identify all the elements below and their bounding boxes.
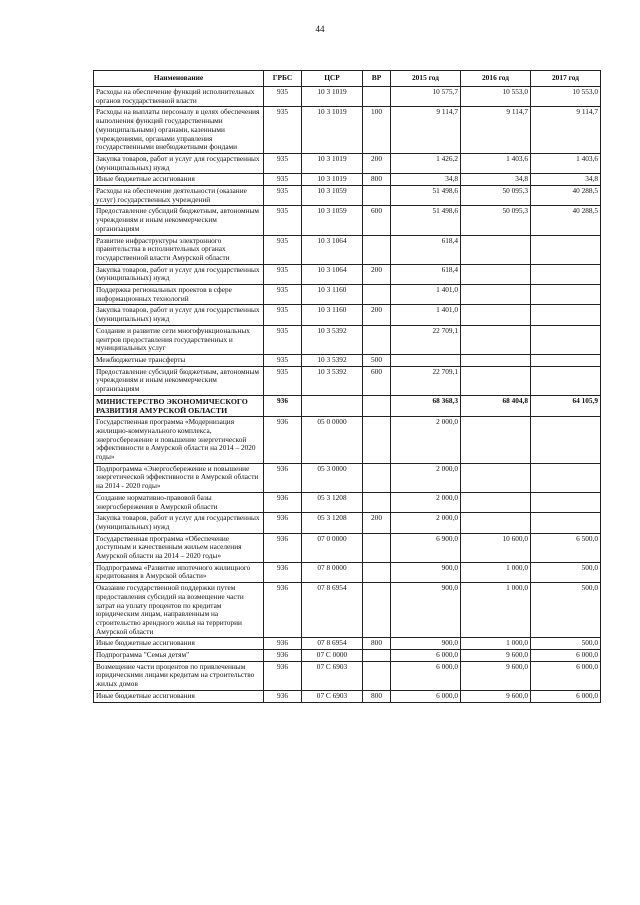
cell-vr [363, 417, 391, 464]
cell-csr: 10 3 5392 [302, 325, 363, 354]
cell-2016: 50 095,3 [461, 186, 531, 206]
cell-vr: 200 [363, 264, 391, 284]
cell-name: Создание и развитие сети многофункциональных центров предоставления государственных и муниципальных услуг [94, 325, 264, 354]
cell-2015: 10 575,7 [391, 87, 461, 107]
cell-vr [363, 87, 391, 107]
cell-2015: 51 498,6 [391, 206, 461, 235]
cell-2016 [461, 235, 531, 264]
cell-csr: 05 0 0000 [302, 417, 363, 464]
cell-grbs: 936 [264, 562, 302, 582]
cell-2017: 500,0 [531, 638, 601, 650]
table-row [94, 153, 601, 173]
cell-2016: 9 600,0 [461, 661, 531, 690]
cell-vr: 800 [363, 690, 391, 702]
table-row [94, 87, 601, 107]
cell-name: Закупка товаров, работ и услуг для государственных (муниципальных) нужд [94, 513, 264, 533]
cell-2015: 618,4 [391, 235, 461, 264]
cell-2016 [461, 513, 531, 533]
cell-name: Закупка товаров, работ и услуг для государственных (муниципальных) нужд [94, 264, 264, 284]
cell-2017: 6 000,0 [531, 650, 601, 662]
cell-name: Развитие инфраструктуры электронного правительства в исполнительных органах государственной власти Амурской области [94, 235, 264, 264]
cell-grbs: 935 [264, 264, 302, 284]
cell-vr [363, 492, 391, 512]
cell-2017 [531, 264, 601, 284]
cell-csr: 07 0 0000 [302, 533, 363, 562]
header-2016: 2016 год [461, 71, 531, 87]
cell-2017: 1 403,6 [531, 153, 601, 173]
header-csr: ЦСР [302, 71, 363, 87]
cell-grbs: 935 [264, 366, 302, 395]
cell-csr: 05 3 1208 [302, 492, 363, 512]
cell-grbs: 935 [264, 186, 302, 206]
cell-2015: 1 401,0 [391, 305, 461, 325]
cell-name: Создание нормативно-правовой базы энергосбережения в Амурской области [94, 492, 264, 512]
table-row [94, 285, 601, 305]
header-2015: 2015 год [391, 71, 461, 87]
table-body [94, 87, 601, 703]
cell-2016 [461, 492, 531, 512]
table-row [94, 264, 601, 284]
cell-csr: 10 3 1160 [302, 305, 363, 325]
cell-2015: 6 000,0 [391, 650, 461, 662]
cell-2015: 2 000,0 [391, 513, 461, 533]
cell-2016: 10 553,0 [461, 87, 531, 107]
cell-2015: 900,0 [391, 638, 461, 650]
cell-name: Межбюджетные трансферты [94, 354, 264, 366]
table-row [94, 562, 601, 582]
cell-vr: 600 [363, 366, 391, 395]
cell-vr [363, 325, 391, 354]
cell-name: Подпрограмма «Энергосбережение и повышение энергетической эффективности в Амурской области на 2014 - 2020 годы» [94, 463, 264, 492]
cell-2017 [531, 513, 601, 533]
cell-name: Оказание государственной поддержки путем предоставления субсидий на возмещение части затрат на уплату процентов по кредитам юридическим лицам, направленным на строительство арендного жилья на территории Амурской области [94, 583, 264, 638]
cell-grbs: 936 [264, 513, 302, 533]
table-row [94, 583, 601, 638]
cell-name: Предоставление субсидий бюджетным, автономным учреждениям и иным некоммерческим организациям [94, 366, 264, 395]
cell-2016: 1 000,0 [461, 638, 531, 650]
table-row [94, 513, 601, 533]
cell-name: Иные бюджетные ассигнования [94, 690, 264, 702]
cell-name: Закупка товаров, работ и услуг для государственных (муниципальных) нужд [94, 153, 264, 173]
cell-2017: 500,0 [531, 583, 601, 638]
cell-csr: 10 3 1059 [302, 186, 363, 206]
cell-vr: 100 [363, 107, 391, 154]
cell-2017: 6 000,0 [531, 690, 601, 702]
cell-vr: 600 [363, 206, 391, 235]
cell-2016 [461, 285, 531, 305]
cell-2017: 6 500,0 [531, 533, 601, 562]
table-row [94, 107, 601, 154]
cell-2015: 2 000,0 [391, 492, 461, 512]
cell-name: Расходы на обеспечение функций исполнительных органов государственной власти [94, 87, 264, 107]
cell-2015: 22 709,1 [391, 366, 461, 395]
budget-table [93, 70, 601, 703]
cell-vr: 800 [363, 638, 391, 650]
cell-2015: 1 426,2 [391, 153, 461, 173]
cell-2016: 10 600,0 [461, 533, 531, 562]
cell-2015: 618,4 [391, 264, 461, 284]
cell-vr [363, 533, 391, 562]
cell-2016: 9 600,0 [461, 690, 531, 702]
cell-2017 [531, 417, 601, 464]
cell-vr: 200 [363, 513, 391, 533]
table-header-row [94, 71, 601, 87]
cell-name: Расходы на обеспечение деятельности (оказание услуг) государственных учреждений [94, 186, 264, 206]
cell-2017: 34,8 [531, 174, 601, 186]
cell-2015: 900,0 [391, 562, 461, 582]
cell-vr [363, 562, 391, 582]
cell-name: МИНИСТЕРСТВО ЭКОНОМИЧЕСКОГО РАЗВИТИЯ АМУРСКОЙ ОБЛАСТИ [94, 395, 264, 416]
cell-2016: 9 600,0 [461, 650, 531, 662]
cell-2017: 64 105,9 [531, 395, 601, 416]
cell-csr [302, 395, 363, 416]
cell-vr: 200 [363, 153, 391, 173]
cell-2017 [531, 463, 601, 492]
cell-2015: 6 000,0 [391, 690, 461, 702]
cell-csr: 07 С 6903 [302, 661, 363, 690]
cell-grbs: 935 [264, 354, 302, 366]
page-number: 44 [315, 24, 325, 34]
cell-csr: 05 3 1208 [302, 513, 363, 533]
cell-2017: 6 000,0 [531, 661, 601, 690]
cell-grbs: 935 [264, 206, 302, 235]
cell-2015: 2 000,0 [391, 417, 461, 464]
table-row [94, 463, 601, 492]
cell-name: Расходы на выплаты персоналу в целях обеспечения выполнения функций государственными (муниципальными) органами, казенными учреждениями, органами управления государственными внебюджетными фондами [94, 107, 264, 154]
cell-2015: 9 114,7 [391, 107, 461, 154]
cell-csr: 10 3 1019 [302, 153, 363, 173]
cell-2015 [391, 354, 461, 366]
cell-csr: 10 3 1064 [302, 264, 363, 284]
cell-2017 [531, 366, 601, 395]
cell-csr: 05 3 0000 [302, 463, 363, 492]
cell-vr [363, 395, 391, 416]
header-vr: ВР [363, 71, 391, 87]
cell-2015: 51 498,6 [391, 186, 461, 206]
cell-vr: 800 [363, 174, 391, 186]
cell-2017: 40 288,5 [531, 206, 601, 235]
cell-csr: 07 8 6954 [302, 638, 363, 650]
cell-2016: 68 404,8 [461, 395, 531, 416]
cell-grbs: 935 [264, 235, 302, 264]
cell-csr: 10 3 5392 [302, 354, 363, 366]
cell-grbs: 935 [264, 107, 302, 154]
cell-grbs: 936 [264, 690, 302, 702]
cell-2015: 68 368,3 [391, 395, 461, 416]
cell-2017 [531, 492, 601, 512]
cell-grbs: 936 [264, 661, 302, 690]
cell-2016 [461, 366, 531, 395]
cell-csr: 10 3 5392 [302, 366, 363, 395]
table-row [94, 206, 601, 235]
cell-grbs: 936 [264, 417, 302, 464]
cell-2017 [531, 325, 601, 354]
cell-2016 [461, 325, 531, 354]
table-row [94, 492, 601, 512]
cell-2015: 900,0 [391, 583, 461, 638]
cell-2017: 10 553,0 [531, 87, 601, 107]
cell-grbs: 936 [264, 492, 302, 512]
cell-2015: 2 000,0 [391, 463, 461, 492]
cell-2017: 9 114,7 [531, 107, 601, 154]
cell-2016 [461, 417, 531, 464]
table-row [94, 174, 601, 186]
header-name: Наименование [94, 71, 264, 87]
cell-2016: 1 000,0 [461, 562, 531, 582]
table-row [94, 354, 601, 366]
cell-2017: 500,0 [531, 562, 601, 582]
cell-2016: 1 403,6 [461, 153, 531, 173]
cell-2015: 6 900,0 [391, 533, 461, 562]
cell-grbs: 935 [264, 153, 302, 173]
cell-name: Подпрограмма «Развитие ипотечного жилищного кредитования в Амурской области» [94, 562, 264, 582]
table-row [94, 186, 601, 206]
table-row [94, 325, 601, 354]
cell-csr: 07 С 6903 [302, 690, 363, 702]
cell-csr: 10 3 1019 [302, 87, 363, 107]
cell-grbs: 936 [264, 533, 302, 562]
cell-csr: 10 3 1064 [302, 235, 363, 264]
cell-grbs: 936 [264, 638, 302, 650]
cell-name: Иные бюджетные ассигнования [94, 638, 264, 650]
cell-csr: 07 8 6954 [302, 583, 363, 638]
cell-grbs: 935 [264, 174, 302, 186]
cell-grbs: 935 [264, 325, 302, 354]
table-row [94, 661, 601, 690]
cell-vr [363, 235, 391, 264]
cell-vr [363, 650, 391, 662]
header-grbs: ГРБС [264, 71, 302, 87]
table-row [94, 690, 601, 702]
cell-2017: 40 288,5 [531, 186, 601, 206]
cell-vr [363, 285, 391, 305]
cell-grbs: 935 [264, 87, 302, 107]
cell-name: Возмещение части процентов по привлеченным юридическими лицами кредитам на строительство жилых домов [94, 661, 264, 690]
cell-name: Предоставление субсидий бюджетным, автономным учреждениям и иным некоммерческим организациям [94, 206, 264, 235]
cell-2016 [461, 305, 531, 325]
cell-grbs: 936 [264, 463, 302, 492]
cell-vr: 500 [363, 354, 391, 366]
cell-csr: 10 3 1160 [302, 285, 363, 305]
cell-csr: 10 3 1019 [302, 174, 363, 186]
cell-name: Государственная программа «Модернизация жилищно-коммунального комплекса, энергосбережение и повышение энергетической эффективности в Амурской области на 2014 – 2020 годы» [94, 417, 264, 464]
table-row [94, 638, 601, 650]
cell-vr [363, 463, 391, 492]
cell-2017 [531, 354, 601, 366]
table-row [94, 235, 601, 264]
cell-2016: 1 000,0 [461, 583, 531, 638]
cell-csr: 10 3 1059 [302, 206, 363, 235]
cell-name: Государственная программа «Обеспечение доступным и качественным жильем населения Амурской области на 2014 – 2020 годы» [94, 533, 264, 562]
cell-name: Поддержка региональных проектов в сфере информационных технологий [94, 285, 264, 305]
cell-2017 [531, 305, 601, 325]
cell-vr [363, 661, 391, 690]
cell-grbs: 935 [264, 305, 302, 325]
cell-2016: 50 095,3 [461, 206, 531, 235]
table-row [94, 533, 601, 562]
cell-csr: 07 С 0000 [302, 650, 363, 662]
cell-name: Закупка товаров, работ и услуг для государственных (муниципальных) нужд [94, 305, 264, 325]
cell-grbs: 936 [264, 395, 302, 416]
header-2017: 2017 год [531, 71, 601, 87]
cell-2015: 34,8 [391, 174, 461, 186]
cell-grbs: 936 [264, 583, 302, 638]
cell-2015: 22 709,1 [391, 325, 461, 354]
cell-2016 [461, 264, 531, 284]
cell-csr: 10 3 1019 [302, 107, 363, 154]
cell-2016 [461, 354, 531, 366]
cell-vr [363, 186, 391, 206]
cell-vr [363, 583, 391, 638]
cell-2016: 34,8 [461, 174, 531, 186]
cell-name: Подпрограмма "Семья детям" [94, 650, 264, 662]
cell-2015: 6 000,0 [391, 661, 461, 690]
table-row [94, 395, 601, 416]
cell-vr: 200 [363, 305, 391, 325]
cell-2016: 9 114,7 [461, 107, 531, 154]
cell-2017 [531, 235, 601, 264]
cell-2017 [531, 285, 601, 305]
table-row [94, 650, 601, 662]
table-row [94, 417, 601, 464]
cell-csr: 07 8 0000 [302, 562, 363, 582]
table-row [94, 305, 601, 325]
cell-2015: 1 401,0 [391, 285, 461, 305]
table-row [94, 366, 601, 395]
cell-grbs: 935 [264, 285, 302, 305]
cell-2016 [461, 463, 531, 492]
cell-grbs: 936 [264, 650, 302, 662]
cell-name: Иные бюджетные ассигнования [94, 174, 264, 186]
